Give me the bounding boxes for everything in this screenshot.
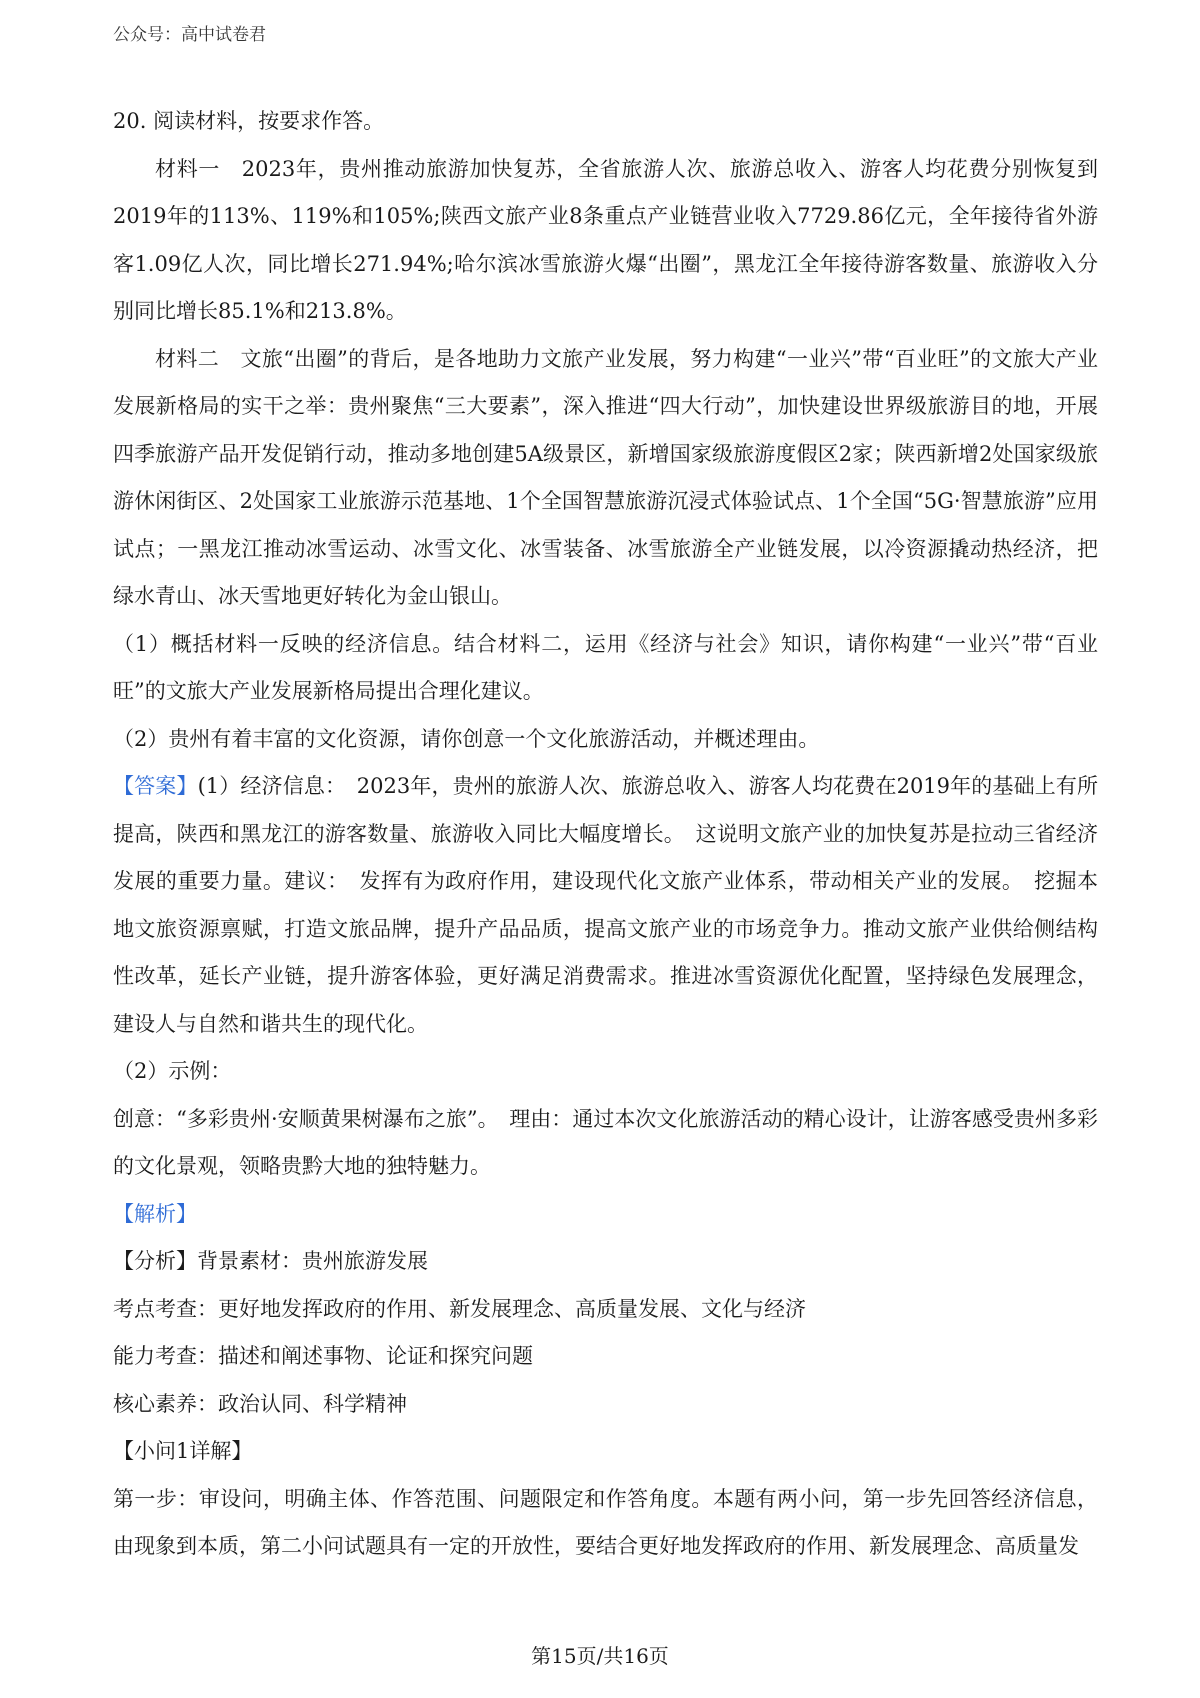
answer-tag: 【答案】 [113,774,198,798]
answer-part-1 [113,763,1098,1048]
analysis-tag: 【解析】 [113,1201,197,1226]
document-body [113,98,1098,1571]
question-part-2: （2）贵州有着丰富的文化资源，请你创意一个文化旅游活动，并概述理由。 [113,726,820,751]
question-title: 20. 阅读材料，按要求作答。 [113,109,385,133]
question-part-1: （1）概括材料一反映的经济信息。结合材料二，运用《经济与社会》知识，请你构建“一业兴”带“百业旺”的文旅大产业发展新格局提出合理化建议。 [113,631,1098,703]
page-number: 第15页/共16页 [531,1644,669,1668]
page-header: 公众号：高中试卷君 [113,25,266,45]
material-one: 材料一 2023年，贵州推动旅游加快复苏，全省旅游人次、旅游总收入、游客人均花费分别恢复到2019年的113%、119%和105%;陕西文旅产业8条重点产业链营业收入7729.86亿元，全年接待省外游客1.09亿人次，同比增长271.94%;哈尔滨冰雪旅游火爆“出圈”，黑龙江全年接待游客数量、旅游收入分别同比增长85.1%和213.8%。 [113,156,1098,323]
answer-part-2-title: （2）示例： [113,1059,232,1083]
analysis-line-4: 核心素养：政治认同、科学精神 [113,1391,407,1416]
analysis-line-2: 考点考查：更好地发挥政府的作用、新发展理念、高质量发展、文化与经济 [113,1296,806,1321]
material-two: 材料二 文旅“出圈”的背后，是各地助力文旅产业发展，努力构建“一业兴”带“百业旺”的文旅大产业发展新格局的实干之举：贵州聚焦“三大要素”，深入推进“四大行动”，加快建设世界级旅游目的地，开展四季旅游产品开发促销行动，推动多地创建5A级景区，新增国家级旅游度假区2家；陕西新增2处国家级旅游休闲街区、2处国家工业旅游示范基地、1个全国智慧旅游沉浸式体验试点、1个全国“5G·智慧旅游”应用试点；一黑龙江推动冰雪运动、冰雪文化、冰雪装备、冰雪旅游全产业链发展，以冷资源撬动热经济，把绿水青山、冰天雪地更好转化为金山银山。 [113,346,1098,608]
analysis-step-1: 第一步：审设问，明确主体、作答范围、问题限定和作答角度。本题有两小问，第一步先回答经济信息，由现象到本质，第二小问试题具有一定的开放性，要结合更好地发挥政府的作用、新发展理念、高质量发 [113,1486,1098,1558]
answer-part-1-text: (1）经济信息： 2023年，贵州的旅游人次、旅游总收入、游客人均花费在2019年的基础上有所提高，陕西和黑龙江的游客数量、旅游收入同比大幅度增长。 这说明文旅产业的加快复苏是拉动三省经济发展的重要力量。建议： 发挥有为政府作用，建设现代化文旅产业体系，带动相关产业的发展。 挖掘本地文旅资源禀赋，打造文旅品牌，提升产品品质，提高文旅产业的市场竞争力。推动文旅产业供给侧结构性改革，延长产业链，提升游客体验，更好满足消费需求。推进冰雪资源优化配置，坚持绿色发展理念，建设人与自然和谐共生的现代化。 [113,774,1099,1036]
sub-question-title: 【小问1详解】 [113,1439,253,1463]
answer-part-2: 创意：“多彩贵州·安顺黄果树瀑布之旅”。 理由：通过本次文化旅游活动的精心设计，让游客感受贵州多彩的文化景观，领略贵黔大地的独特魅力。 [113,1106,1098,1178]
analysis-line-1: 【分析】背景素材：贵州旅游发展 [113,1249,428,1273]
analysis-line-3: 能力考查：描述和阐述事物、论证和探究问题 [113,1344,533,1368]
